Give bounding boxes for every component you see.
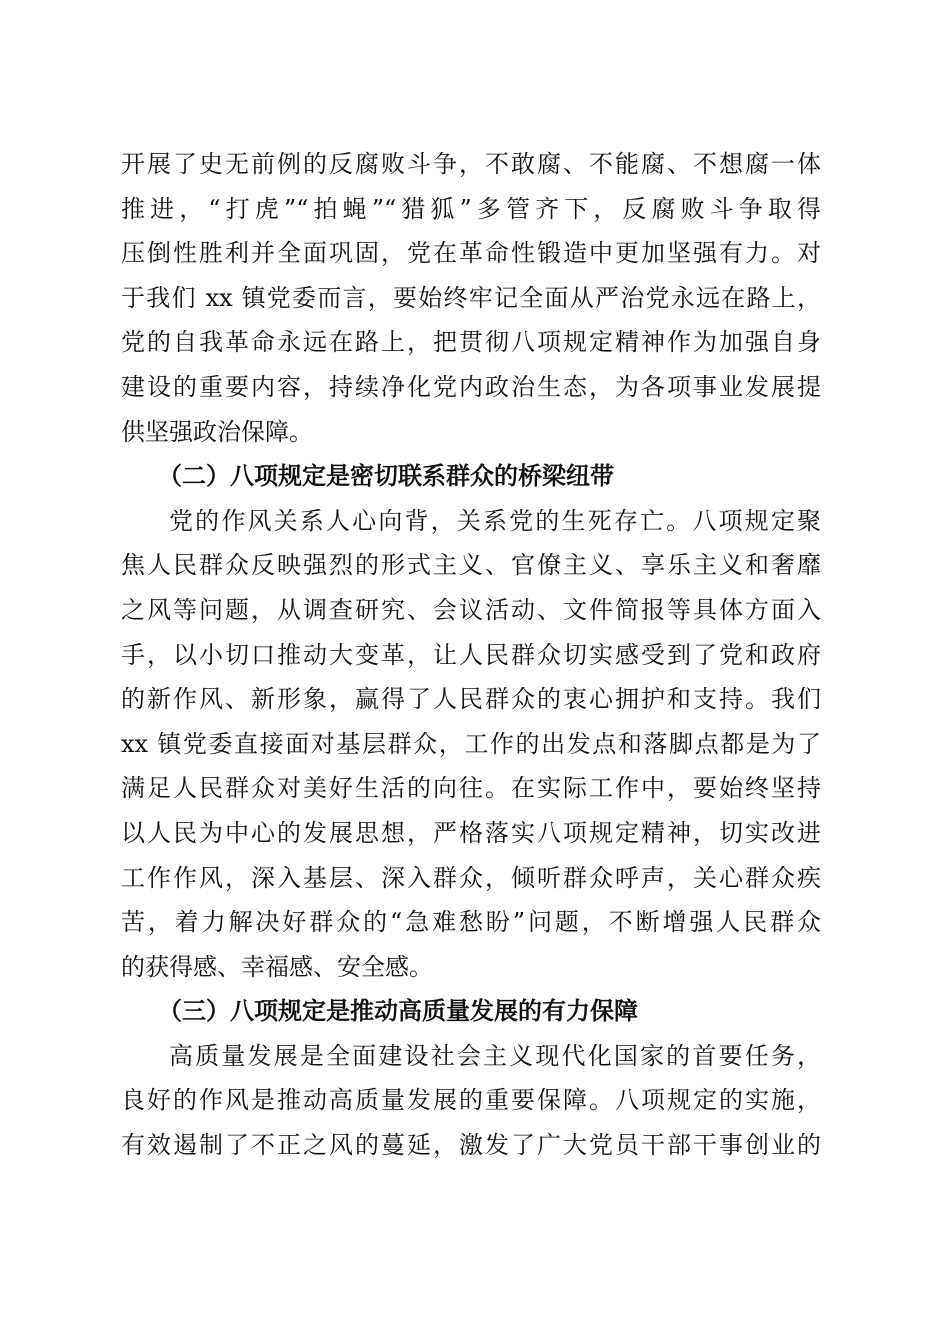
text-line: 的新作风、新形象，赢得了人民群众的衷心拥护和支持。我们 <box>121 685 821 714</box>
text-line: xx 镇党委直接面对基层群众，工作的出发点和落脚点都是为了 <box>121 729 821 758</box>
text-line: 良好的作风是推动高质量发展的重要保障。八项规定的实施， <box>121 1086 821 1115</box>
paragraph-first-line: 高质量发展是全面建设社会主义现代化国家的首要任务， <box>169 1041 821 1070</box>
text-line: 压倒性胜利并全面巩固，党在革命性锻造中更加坚强有力。对 <box>121 239 821 268</box>
section-heading: （三）八项规定是推动高质量发展的有力保障 <box>158 996 638 1026</box>
text-line: 苦，着力解决好群众的“急难愁盼”问题，不断增强人民群众 <box>121 908 821 937</box>
text-line: 有效遏制了不正之风的蔓延，激发了广大党员干部干事创业的 <box>121 1131 821 1160</box>
text-line: 于我们 xx 镇党委而言，要始终牢记全面从严治党永远在路上， <box>121 283 821 312</box>
text-line: 建设的重要内容，持续净化党内政治生态，为各项事业发展提 <box>121 372 821 401</box>
text-line: 之风等问题，从调查研究、会议活动、文件简报等具体方面入 <box>121 595 821 624</box>
text-line: 开展了史无前例的反腐败斗争，不敢腐、不能腐、不想腐一体 <box>121 150 821 178</box>
document-body <box>121 142 821 1168</box>
text-line: 焦人民群众反映强烈的形式主义、官僚主义、享乐主义和奢靡 <box>121 551 821 580</box>
text-line: 手，以小切口推动大变革，让人民群众切实感受到了党和政府 <box>121 640 821 669</box>
paragraph-first-line: 党的作风关系人心向背，关系党的生死存亡。八项规定聚 <box>169 506 821 535</box>
section-heading: （二）八项规定是密切联系群众的桥梁纽带 <box>158 461 614 491</box>
text-line: 的获得感、幸福感、安全感。 <box>121 952 433 981</box>
text-line: 以人民为中心的发展思想，严格落实八项规定精神，切实改进 <box>121 818 821 847</box>
text-line: 推进，“打虎”“拍蝇”“猎狐”多管齐下，反腐败斗争取得 <box>121 194 821 223</box>
text-line: 党的自我革命永远在路上，把贯彻八项规定精神作为加强自身 <box>121 328 821 357</box>
text-line: 满足人民群众对美好生活的向往。在实际工作中，要始终坚持 <box>121 774 821 803</box>
text-line: 供坚强政治保障。 <box>121 417 313 446</box>
text-line: 工作作风，深入基层、深入群众，倾听群众呼声，关心群众疾 <box>121 863 821 892</box>
